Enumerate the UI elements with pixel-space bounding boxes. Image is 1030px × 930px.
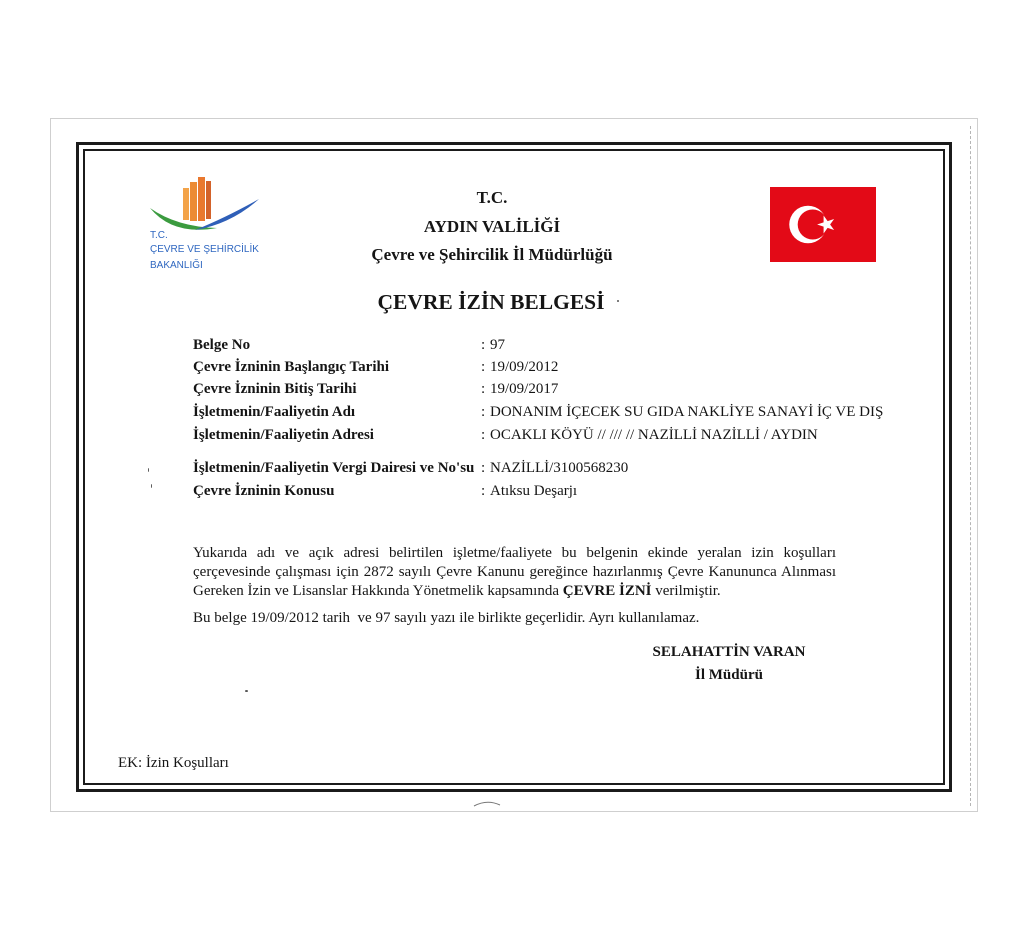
ministry-logo-icon [145,172,265,238]
tax-office-value: NAZİLLİ/3100568230 [490,460,629,476]
document-number-value: 97 [490,337,505,353]
field-row-permit-subject [0,482,1030,500]
logo-ministry-name-line2: BAKANLIĞI [150,260,203,271]
field-row-permit-start-date [0,358,1030,376]
signatory-name: SELAHATTİN VARAN [652,644,806,660]
tax-office-label: İşletmenin/Faaliyetin Vergi Dairesi ve No'su [193,460,475,476]
scan-mark-icon [472,798,502,808]
field-separator: : [481,381,486,397]
logo-tc-text: T.C. [150,230,168,241]
permit-start-date-label: Çevre İzninin Başlangıç Tarihi [193,359,390,375]
field-row-permit-end-date [0,380,1030,398]
permit-granted-emphasis: ÇEVRE İZNİ [562,583,652,599]
body-line: Yukarıda adı ve açık adresi belirtilen işletme/faaliyete bu belgenin ekinde yeralan izin koşulları [193,545,836,561]
field-row-document-number [0,336,1030,354]
field-row-facility-address [0,426,1030,444]
logo-building-bar [206,181,211,219]
scan-speck [245,690,248,692]
logo-ministry-name-line1: ÇEVRE VE ŞEHİRCİLİK [150,244,259,255]
document-number-label: Belge No [193,337,251,353]
header-country: T.C. [476,188,508,207]
facility-address-value: OCAKLI KÖYÜ // /// // NAZİLLİ NAZİLLİ / AYDIN [490,427,818,443]
validity-statement: Bu belge 19/09/2012 tarih ve 97 sayılı yazı ile birlikte geçerlidir. Ayrı kullanılamaz. [193,610,700,626]
facility-name-value: DONANIM İÇECEK SU GIDA NAKLİYE SANAYİ İÇ VE DIŞ [490,404,884,420]
field-row-facility-name [0,403,1030,421]
permit-subject-value: Atıksu Deşarjı [490,483,578,499]
scan-speck [151,484,152,488]
permit-subject-label: Çevre İzninin Konusu [193,483,335,499]
field-separator: : [481,359,486,375]
header-governorship: AYDIN VALİLİĞİ [423,217,561,236]
field-separator: : [481,483,486,499]
field-separator: : [481,337,486,353]
turkish-flag-icon [770,187,876,262]
logo-building-bar [198,177,205,221]
logo-building-bar [190,182,197,221]
body-line [193,582,836,600]
scan-speck [617,300,619,302]
field-row-tax-office [0,459,1030,477]
body-line: çerçevesinde çalışması için 2872 sayılı Çevre Kanunu gereğince hazırlanmış Çevre Kanununca Alınması [193,564,836,580]
facility-address-label: İşletmenin/Faaliyetin Adresi [193,427,374,443]
permit-end-date-value: 19/09/2017 [490,381,559,397]
facility-name-label: İşletmenin/Faaliyetin Adı [193,404,356,420]
permit-start-date-value: 19/09/2012 [490,359,559,375]
logo-building-bar [183,188,189,220]
signatory-title: İl Müdürü [695,667,763,683]
permit-end-date-label: Çevre İzninin Bitiş Tarihi [193,381,357,397]
field-separator: : [481,460,486,476]
attachment-note: EK: İzin Koşulları [118,755,229,771]
field-separator: : [481,404,486,420]
document-title: ÇEVRE İZİN BELGESİ [377,290,605,314]
body-line-text: Gereken İzin ve Lisanslar Hakkında Yönetmelik kapsamında [193,583,559,599]
body-line-text: verilmiştir. [655,583,721,599]
scan-speck [148,468,149,472]
field-separator: : [481,427,486,443]
header-directorate: Çevre ve Şehircilik İl Müdürlüğü [371,245,613,264]
